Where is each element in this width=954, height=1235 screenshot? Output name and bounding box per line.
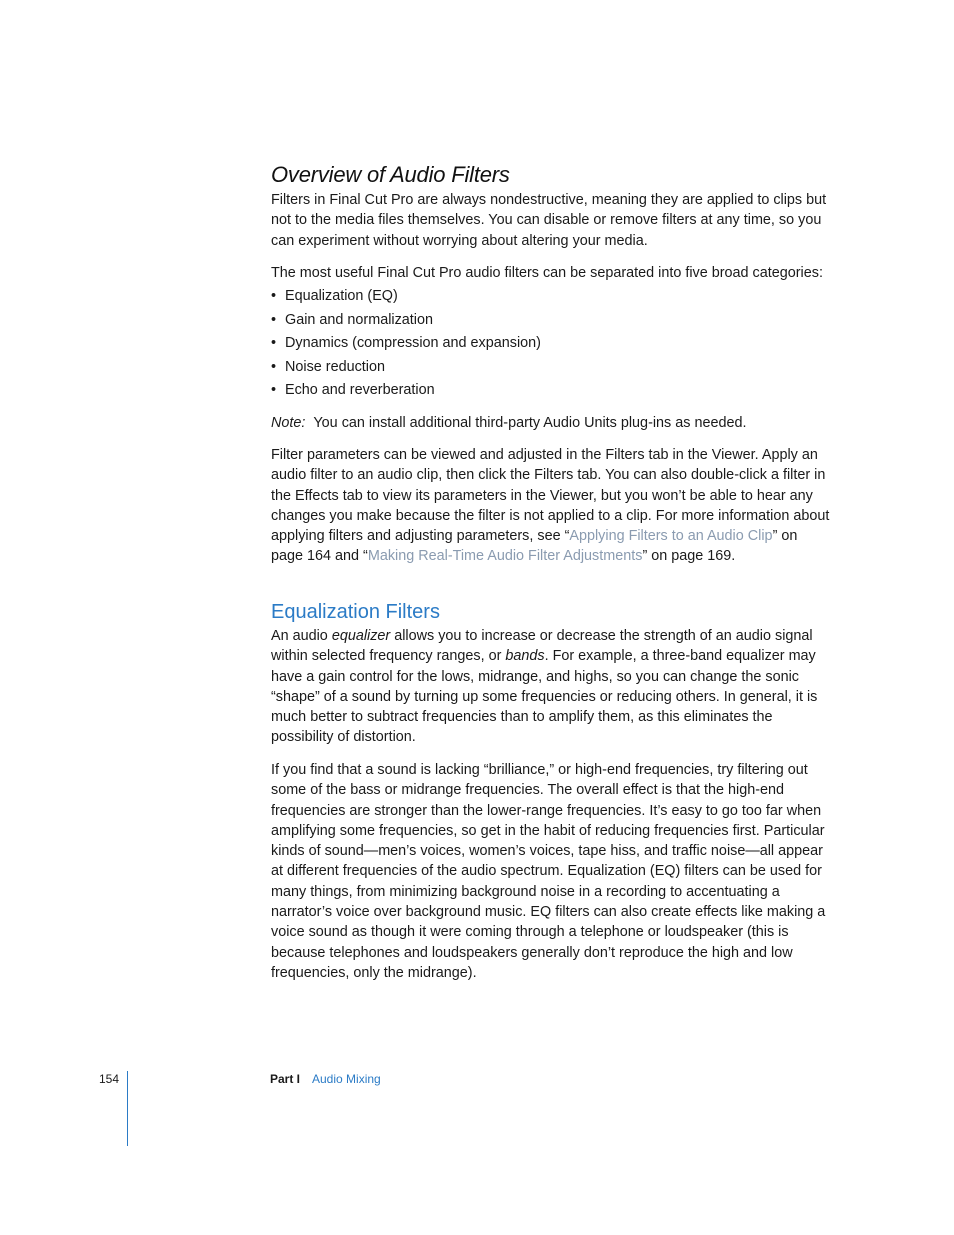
note-paragraph bbox=[271, 413, 831, 433]
footer-section-link[interactable]: Audio Mixing bbox=[312, 1072, 381, 1086]
categories-intro: The most useful Final Cut Pro audio filters can be separated into five broad categories: bbox=[271, 265, 823, 281]
term-bands: bands bbox=[505, 648, 545, 665]
list-item: • Echo and reverberation bbox=[271, 380, 831, 404]
p1-text-c: . For example, a three-band equalizer may have a gain control for the lows, midrange, and highs, so you can change the sonic “shape” of a sound by turning up some frequencies or reducing others. In general, it is much better to subtract frequencies than to amplify them, as this eliminates the possibility of distortion. bbox=[271, 648, 818, 746]
list-item: • Noise reduction bbox=[271, 357, 831, 381]
term-equalizer: equalizer bbox=[331, 628, 391, 644]
params-mid: ” on page 164 and “ bbox=[271, 528, 798, 565]
list-item: • Gain and normalization bbox=[271, 310, 831, 334]
params-text: Filter parameters can be viewed and adjusted in the Filters tab in the Viewer. Apply an audio filter to an audio clip, then click the Filters tab. You can also double-click a filter in the Effects tab to view its parameters in the Viewer, but you won’t be able to hear any changes you make because the filter is not applied to a clip. For more information about applying filters and adjusting parameters, see “ bbox=[271, 447, 830, 545]
link-real-time-adjustments[interactable]: Making Real-Time Audio Filter Adjustments bbox=[367, 548, 643, 565]
brilliance-paragraph: If you find that a sound is lacking “brilliance,” or high-end frequencies, try filtering out some of the bass or midrange frequencies. The overall effect is that the high-end frequencies are stronger than the lower-range frequencies. It’s easy to go too far when amplifying some frequencies, so get in the habit of reducing frequencies first. Particular kinds of sound—men’s voices, women’s voices, tape hiss, and traffic noise—all appear at different frequencies of the audio spectrum. Equalization (EQ) filters can be used for many things, from minimizing background noise in a recording to accentuating a narrator’s voice over background music. EQ filters can also create effects like making a voice sound as though it were coming through a telephone or loudspeaker (this is because telephones and loudspeakers generally don’t reproduce the high and low frequencies, only the midrange). bbox=[271, 762, 826, 981]
p1-text-a: An audio bbox=[271, 628, 332, 644]
filter-parameters-paragraph bbox=[271, 445, 831, 567]
params-end: ” on page 169. bbox=[642, 548, 736, 565]
link-applying-filters[interactable]: Applying Filters to an Audio Clip bbox=[569, 528, 773, 545]
intro-paragraph: Filters in Final Cut Pro are always nondestructive, meaning they are applied to clips but not to the media files themselves. You can disable or remove filters at any time, so you can experiment without worrying about altering your media. bbox=[271, 192, 827, 249]
section-title-overview: Overview of Audio Filters bbox=[271, 162, 510, 187]
footer-divider bbox=[127, 1071, 128, 1146]
footer-part-label: Part I bbox=[270, 1072, 301, 1086]
note-label: Note: bbox=[271, 415, 306, 431]
p1-text-b: allows you to increase or decrease the strength of an audio signal within selected frequency ranges, or bbox=[271, 628, 813, 665]
note-text: You can install additional third-party Audio Units plug-ins as needed. bbox=[313, 415, 747, 431]
page-number: 154 bbox=[99, 1072, 120, 1086]
equalizer-paragraph bbox=[271, 626, 831, 748]
list-item: • Equalization (EQ) bbox=[271, 286, 831, 310]
categories-list bbox=[271, 286, 831, 404]
list-item: • Dynamics (compression and expansion) bbox=[271, 333, 831, 357]
section-title-equalization: Equalization Filters bbox=[271, 601, 440, 623]
